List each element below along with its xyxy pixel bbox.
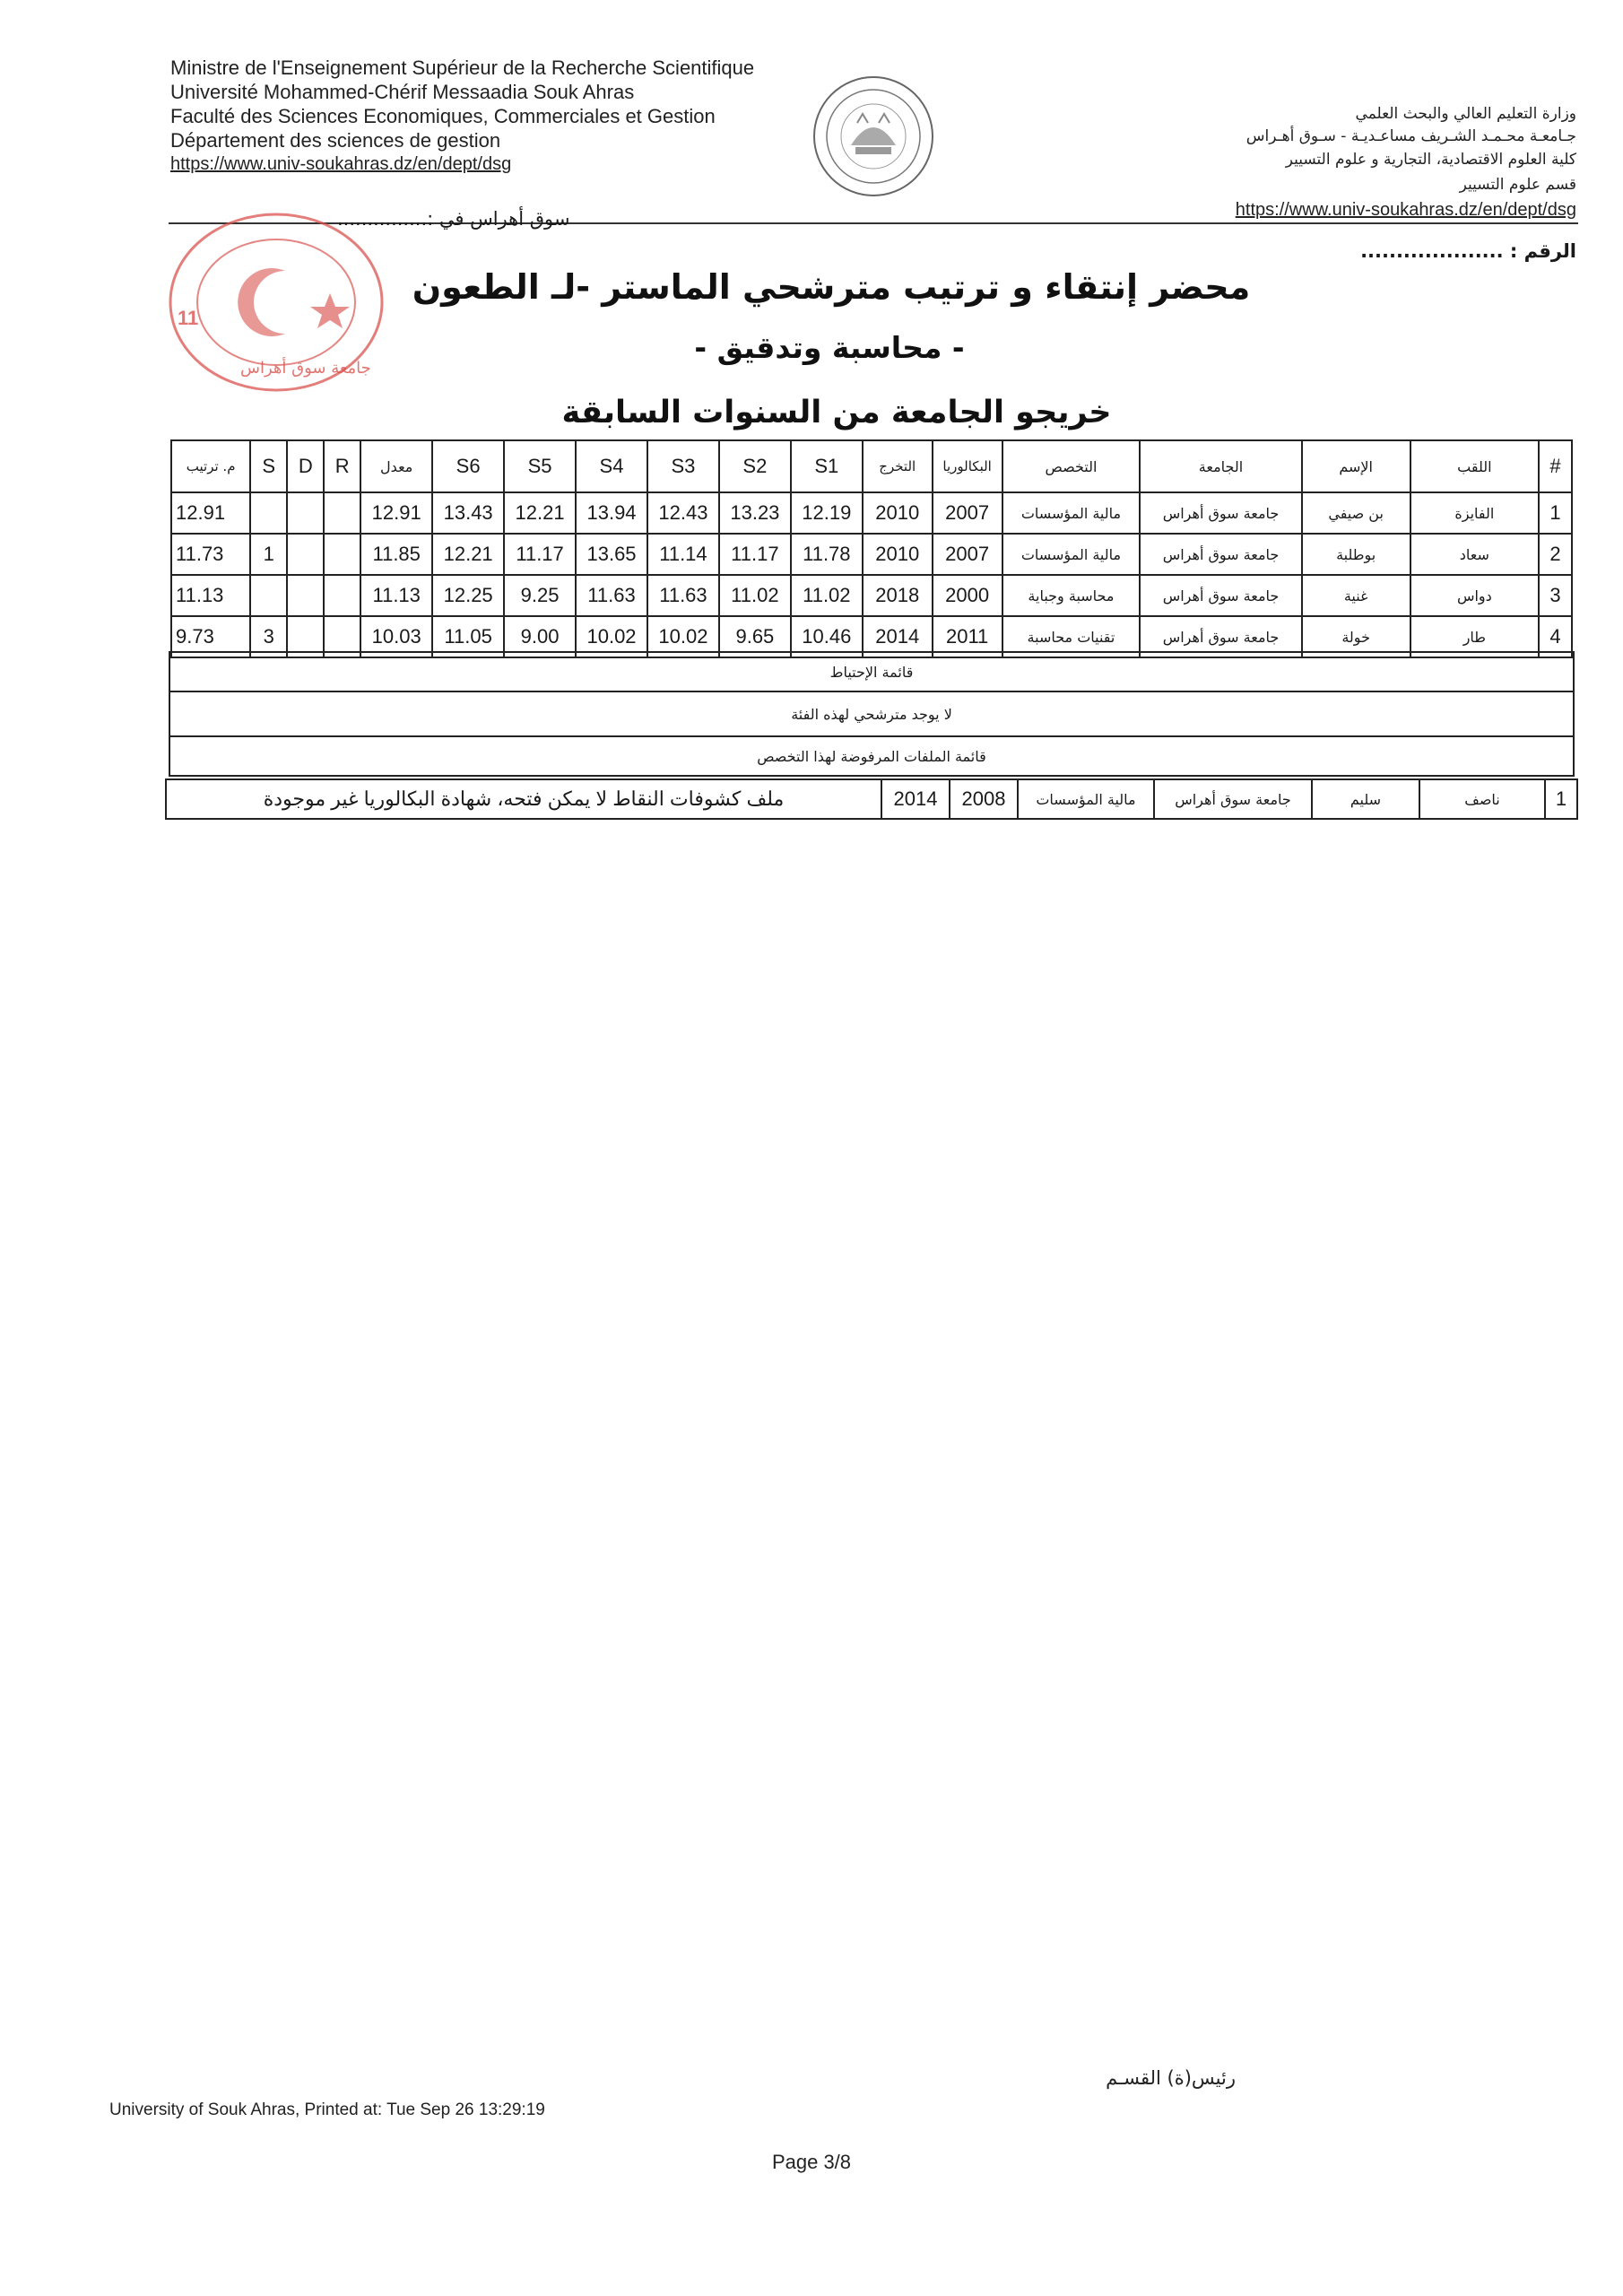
s6: 13.43 — [432, 492, 504, 534]
last-name: دواس — [1410, 575, 1539, 616]
average: 11.85 — [360, 534, 432, 575]
grad-year: 2014 — [881, 779, 950, 819]
header-fr-line-3: Faculté des Sciences Economiques, Commerciales et Gestion — [170, 105, 716, 127]
place-date: سوق أهراس في :............... — [337, 208, 570, 230]
last-name: سعاد — [1410, 534, 1539, 575]
header-cell: الجامعة — [1140, 440, 1301, 492]
s3: 12.43 — [647, 492, 719, 534]
header-cell: S3 — [647, 440, 719, 492]
header-cell: البكالوريا — [933, 440, 1002, 492]
university-seal-logo — [811, 74, 936, 199]
header-cell: الإسم — [1302, 440, 1410, 492]
header-ar-line-2: جـامعـة محـمـد الشـريف مساعـديـة - سـوق أهـراس — [1245, 127, 1576, 145]
first-name: غنية — [1302, 575, 1410, 616]
header-fr-line-2: Université Mohammed-Chérif Messaadia Souk Ahras — [170, 81, 635, 103]
reference-number: الرقم : .................... — [1360, 240, 1576, 262]
grad-year: 2018 — [863, 575, 933, 616]
last-name: الفايزة — [1410, 492, 1539, 534]
r — [324, 575, 360, 616]
rejected-row — [166, 779, 1577, 819]
s2: 13.23 — [719, 492, 791, 534]
rejection-reason: ملف كشوفات النقاط لا يمكن فتحه، شهادة البكالوريا غير موجودة — [166, 779, 881, 819]
rank-score: 11.73 — [171, 534, 250, 575]
grad-year: 2010 — [863, 534, 933, 575]
document-title: محضر إنتقاء و ترتيب مترشحي الماستر -لـ الطعون — [412, 267, 1251, 307]
s — [250, 492, 287, 534]
specialty: مالية المؤسسات — [1002, 492, 1141, 534]
s5: 9.25 — [504, 575, 576, 616]
specialty-title: - محاسبة وتدقيق - — [694, 330, 965, 365]
header-cell: S2 — [719, 440, 791, 492]
d — [287, 492, 324, 534]
header-fr-line-4: Département des sciences de gestion — [170, 129, 501, 152]
printed-at: University of Souk Ahras, Printed at: Tue Sep 26 13:29:19 — [109, 2100, 545, 2119]
bac-year: 2000 — [933, 575, 1002, 616]
row-index: 1 — [1539, 492, 1572, 534]
table-row — [171, 492, 1572, 534]
table-header-row — [171, 440, 1572, 492]
header-cell: # — [1539, 440, 1572, 492]
s5: 9.00 — [504, 616, 576, 657]
university: جامعة سوق أهراس — [1140, 492, 1301, 534]
bac-year: 2011 — [933, 616, 1002, 657]
no-candidates-label: لا يوجد مترشحي لهذه الفئة — [169, 691, 1574, 736]
rejected-label: قائمة الملفات المرفوضة لهذا التخصص — [169, 736, 1574, 776]
first-name: بوطلبة — [1302, 534, 1410, 575]
s4: 10.02 — [576, 616, 647, 657]
ranking-table — [170, 439, 1573, 658]
d — [287, 534, 324, 575]
header-ar-line-1: وزارة التعليم العالي والبحث العلمي — [1355, 105, 1576, 123]
reserve-label: قائمة الإحتياط — [169, 652, 1574, 691]
department-head-signature: رئيس(ة) القسـم — [1106, 2067, 1236, 2089]
header-cell: م. ترتيب — [171, 440, 250, 492]
header-cell: R — [324, 440, 360, 492]
header-cell: اللقب — [1410, 440, 1539, 492]
s6: 12.21 — [432, 534, 504, 575]
row-index: 3 — [1539, 575, 1572, 616]
s4: 11.63 — [576, 575, 647, 616]
page-number: Page 3/8 — [771, 2151, 852, 2173]
average: 11.13 — [360, 575, 432, 616]
category-title: خريجو الجامعة من السنوات السابقة — [561, 395, 1112, 430]
s1: 10.46 — [791, 616, 863, 657]
header-ar-line-4: قسم علوم التسيير — [1459, 176, 1576, 194]
header-cell: D — [287, 440, 324, 492]
rejected-table — [165, 778, 1578, 820]
university: جامعة سوق أهراس — [1140, 534, 1301, 575]
header-cell: S5 — [504, 440, 576, 492]
header-fr-url[interactable]: https://www.univ-soukahras.dz/en/dept/dsg — [170, 154, 512, 174]
header-cell: S — [250, 440, 287, 492]
university: جامعة سوق أهراس — [1140, 616, 1301, 657]
s3: 11.14 — [647, 534, 719, 575]
average: 10.03 — [360, 616, 432, 657]
header-cell: S6 — [432, 440, 504, 492]
header-cell: S4 — [576, 440, 647, 492]
specialty: تقنيات محاسبة — [1002, 616, 1141, 657]
row-index: 2 — [1539, 534, 1572, 575]
no-candidates-row — [169, 691, 1574, 736]
first-name: خولة — [1302, 616, 1410, 657]
r — [324, 534, 360, 575]
header-cell: التخصص — [1002, 440, 1141, 492]
specialty: مالية المؤسسات — [1018, 779, 1154, 819]
stamp-number: 11 — [178, 307, 199, 329]
r — [324, 492, 360, 534]
grad-year: 2010 — [863, 492, 933, 534]
rejected-header-row — [169, 736, 1574, 776]
s: 1 — [250, 534, 287, 575]
s2: 11.02 — [719, 575, 791, 616]
row-index: 4 — [1539, 616, 1572, 657]
s1: 12.19 — [791, 492, 863, 534]
s6: 12.25 — [432, 575, 504, 616]
header-ar-line-3: كلية العلوم الاقتصادية، التجارية و علوم التسيير — [1285, 151, 1576, 169]
s: 3 — [250, 616, 287, 657]
specialty: محاسبة وجباية — [1002, 575, 1141, 616]
s — [250, 575, 287, 616]
s6: 11.05 — [432, 616, 504, 657]
reserve-row — [169, 652, 1574, 691]
table-row — [171, 534, 1572, 575]
bac-year: 2007 — [933, 534, 1002, 575]
header-cell: S1 — [791, 440, 863, 492]
s3: 10.02 — [647, 616, 719, 657]
s1: 11.02 — [791, 575, 863, 616]
last-name: ناصف — [1419, 779, 1545, 819]
header-ar-url[interactable]: https://www.univ-soukahras.dz/en/dept/dsg — [1235, 200, 1576, 220]
specialty: مالية المؤسسات — [1002, 534, 1141, 575]
header-fr-line-1: Ministre de l'Enseignement Supérieur de la Recherche Scientifique — [170, 57, 755, 79]
first-name: سليم — [1312, 779, 1419, 819]
average: 12.91 — [360, 492, 432, 534]
s3: 11.63 — [647, 575, 719, 616]
s4: 13.94 — [576, 492, 647, 534]
bac-year: 2007 — [933, 492, 1002, 534]
s4: 13.65 — [576, 534, 647, 575]
s2: 9.65 — [719, 616, 791, 657]
d — [287, 575, 324, 616]
bac-year: 2008 — [950, 779, 1018, 819]
section-table — [169, 651, 1575, 777]
row-index: 1 — [1545, 779, 1577, 819]
grad-year: 2014 — [863, 616, 933, 657]
university: جامعة سوق أهراس — [1154, 779, 1312, 819]
rank-score: 9.73 — [171, 616, 250, 657]
university: جامعة سوق أهراس — [1140, 575, 1301, 616]
header-cell: معدل — [360, 440, 432, 492]
rank-score: 12.91 — [171, 492, 250, 534]
s5: 12.21 — [504, 492, 576, 534]
header-cell: التخرج — [863, 440, 933, 492]
s1: 11.78 — [791, 534, 863, 575]
last-name: طار — [1410, 616, 1539, 657]
table-row — [171, 575, 1572, 616]
rank-score: 11.13 — [171, 575, 250, 616]
s5: 11.17 — [504, 534, 576, 575]
first-name: بن صيفي — [1302, 492, 1410, 534]
s2: 11.17 — [719, 534, 791, 575]
stamp-text: جامعة سوق أهراس — [240, 359, 371, 378]
